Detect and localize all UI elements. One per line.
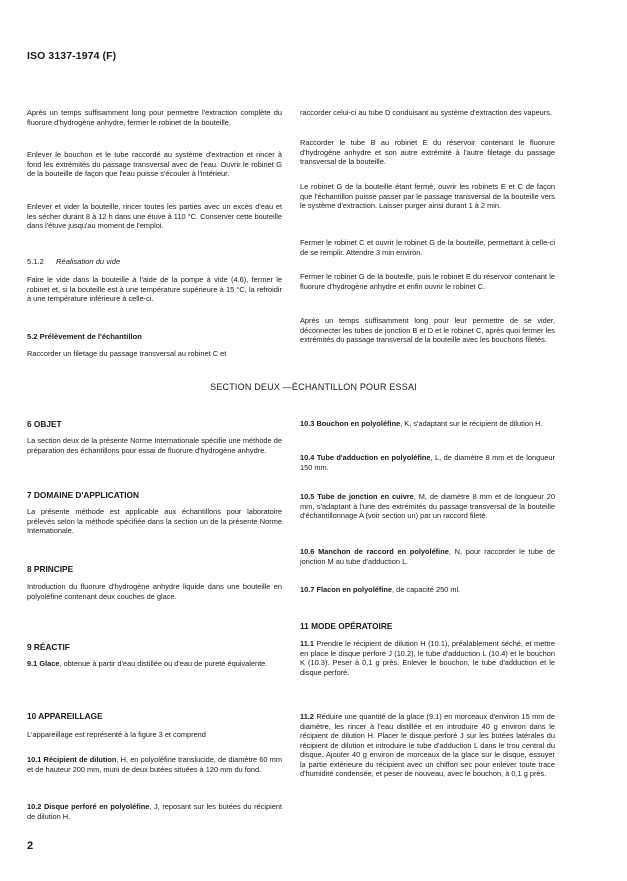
paragraph: L'appareillage est représenté à la figure 3 et comprend <box>27 730 206 739</box>
paragraph <box>300 547 555 566</box>
top-left-column <box>27 108 282 127</box>
item-label: 10.2 Disque perforé en polyoléfine <box>27 802 150 811</box>
left-column <box>27 582 282 601</box>
item-text: , L, de diamètre 8 mm et de longueur 150 mm. <box>300 453 555 472</box>
left-column <box>27 802 282 821</box>
paragraph: Enlever le bouchon et le tube raccordé au système d'extraction et rincer à fond les extrémités du passage transversal avec de l'eau. Ouvrir le robinet G de la bouteille de façon que l'eau puisse s'écouler à l'intérieur. <box>27 150 282 178</box>
item-label: 10.3 Bouchon en polyoléfine <box>300 419 401 428</box>
item-label: 10.5 Tube de jonction en cuivre <box>300 492 414 501</box>
paragraph: Raccorder le tube B au robinet E du réservoir contenant le fluorure d'hydrogène anhydre et son autre extrémité à l'autre filetage du passage transversal de la bouteille. <box>300 138 555 166</box>
top-left-column <box>27 275 282 304</box>
paragraph <box>300 453 555 472</box>
paragraph <box>300 585 555 595</box>
paragraph: Fermer le robinet G de la bouteille, puis le robinet E du réservoir contenant le fluorure d'hydrogène anhydre et enfin ouvrir le robinet C. <box>300 272 555 291</box>
page-number: 2 <box>27 840 34 852</box>
left-column <box>27 730 282 740</box>
left-column <box>27 755 282 774</box>
heading-6: 6 OBJET <box>27 419 62 429</box>
paragraph <box>27 659 282 669</box>
item-text: , de capacité 250 ml. <box>392 585 461 594</box>
paragraph: Raccorder un filetage du passage transversal au robinet C et <box>27 349 227 358</box>
right-column <box>300 585 555 595</box>
item-text: Prendre le récipient de dilution H (10.1), préalablement séché, et mettre en place le disque perforé J (10.2), le tube d'adduction L (10.4) et le bouchon K (10.3). Peser à 0,1 g près. Enlever le bouchon, le tube d'adduction et le disque perforé. <box>300 639 555 677</box>
paragraph <box>300 712 555 779</box>
heading-10: 10 APPAREILLAGE <box>27 711 103 721</box>
item-label: 9.1 Glace <box>27 659 60 668</box>
heading-8: 8 PRINCIPE <box>27 564 74 574</box>
top-right-column <box>300 138 555 167</box>
paragraph: La présente méthode est applicable aux échantillons pour laboratoire prélevés selon la méthode spécifiée dans la section un de la présente Norme Internationale. <box>27 507 282 535</box>
top-left-column <box>27 349 282 359</box>
subsection-heading-5-1-2 <box>27 257 120 266</box>
right-column <box>300 492 555 521</box>
item-label: 10.4 Tube d'adduction en polyoléfine <box>300 453 431 462</box>
paragraph: Le robinet G de la bouteille étant fermé, ouvrir les robinets E et C de façon que l'échantillon puisse passer par le passage transversal de la bouteille vers le système d'extraction. Laisser purger ainsi durant 1 à 2 min. <box>300 182 555 210</box>
subsection-title: Réalisation du vide <box>56 257 121 266</box>
item-label: 10.7 Flacon en polyoléfine <box>300 585 392 594</box>
top-right-column <box>300 272 555 291</box>
paragraph: La section deux de la présente Norme Internationale spécifie une méthode de préparation des échantillons pour essai de fluorure d'hydrogène anhydre. <box>27 436 282 455</box>
top-left-column <box>27 150 282 179</box>
item-text: , H, en polyoléfine translucide, de diamètre 60 mm et de hauteur 200 mm, muni de deux butées situées à 120 mm du fond. <box>27 755 282 774</box>
paragraph <box>300 492 555 521</box>
right-column <box>300 453 555 472</box>
item-number: 11.2 <box>300 712 314 721</box>
item-text: , obtenue à partir d'eau distillée ou d'eau de pureté équivalente. <box>59 659 268 668</box>
right-column <box>300 712 555 779</box>
item-text: , M, de diamètre 8 mm et de longueur 20 mm, s'adaptant à l'une des extrémités du passage transversal de la bouteille d'échantillonnage A (voir section un) par un raccord fileté. <box>300 492 555 520</box>
item-number: 11.1 <box>300 639 314 648</box>
right-column <box>300 547 555 566</box>
heading-9: 9 RÉACTIF <box>27 642 70 652</box>
top-left-column <box>27 202 282 231</box>
item-text: , J, reposant sur les butées du récipient de dilution H. <box>27 802 283 821</box>
heading-11: 11 MODE OPÉRATOIRE <box>300 621 393 631</box>
paragraph: Après un temps suffisamment long pour permettre l'extraction complète du fluorure d'hydrogène anhydre, fermer le robinet de la bouteille. <box>27 108 282 127</box>
item-text: , N, pour raccorder le tube de jonction M au tube d'adduction L. <box>300 547 555 566</box>
subsection-heading-5-2: 5.2 Prélèvement de l'échantillon <box>27 332 142 341</box>
paragraph: Fermer le robinet C et ouvrir le robinet G de la bouteille, permettant à celle-ci de se remplir. Attendre 3 min environ. <box>300 238 555 257</box>
paragraph <box>300 419 555 429</box>
right-column <box>300 639 555 677</box>
left-column <box>27 659 282 669</box>
item-label: 10.6 Manchon de raccord en polyoléfine <box>300 547 449 556</box>
item-text: , K, s'adaptant sur le récipient de dilution H. <box>400 419 543 428</box>
paragraph: raccorder celui-ci au tube D conduisant au système d'extraction des vapeurs. <box>300 108 552 117</box>
right-column <box>300 419 555 429</box>
subsection-number: 5.1.2 <box>27 257 44 266</box>
document-header: ISO 3137-1974 (F) <box>27 50 117 62</box>
item-text: Réduire une quantité de la glace (9.1) en morceaux d'environ 15 mm de diamètre, les rincer à l'eau distillée et en introduire 40 g environ dans le récipient de dilution H. Placer le disque perforé J sur les butées latérales du récipient de dilution et introduire le tube d'adduction L dans le trou central du disque. Ajouter 40 g environ de morceaux de la glace sur le disque, essuyer la partie extérieure du récipient avec un chiffon sec pour enlever toute trace d'humidité condensée, et peser de nouveau, avec le bouchon, à 0,1 g près. <box>300 712 555 778</box>
paragraph: Après un temps suffisamment long pour leur permettre de se vider, déconnecter les tubes de jonction B et D et le robinet C, après quoi fermer les extrémités du passage transversal de la bouteille avec les bouchons filetés. <box>300 316 555 344</box>
paragraph: Enlever et vider la bouteille, rincer toutes les parties avec un excès d'eau et les sécher durant 8 à 12 h dans une étuve à 110 °C. Conserver cette bouteille dans l'étuve jusqu'au moment de l'emploi. <box>27 202 282 230</box>
top-right-column <box>300 238 555 257</box>
left-column <box>27 436 282 455</box>
paragraph: Introduction du fluorure d'hydrogène anhydre liquide dans une bouteille en polyoléfine contenant deux couches de glace. <box>27 582 282 601</box>
top-right-column <box>300 316 555 345</box>
paragraph: Faire le vide dans la bouteille à l'aide de la pompe à vide (4.6), fermer le robinet et, si la bouteille est à une température supérieure à 15 °C, la refroidir à une température inférieure à celle-ci. <box>27 275 282 303</box>
item-label: 10.1 Récipient de dilution <box>27 755 117 764</box>
paragraph <box>300 639 555 677</box>
top-right-column <box>300 108 555 118</box>
paragraph <box>27 755 282 774</box>
section-title: SECTION DEUX —ÉCHANTILLON POUR ESSAI <box>210 382 417 392</box>
heading-7: 7 DOMAINE D'APPLICATION <box>27 490 139 500</box>
left-column <box>27 507 282 536</box>
paragraph <box>27 802 282 821</box>
top-right-column <box>300 182 555 211</box>
